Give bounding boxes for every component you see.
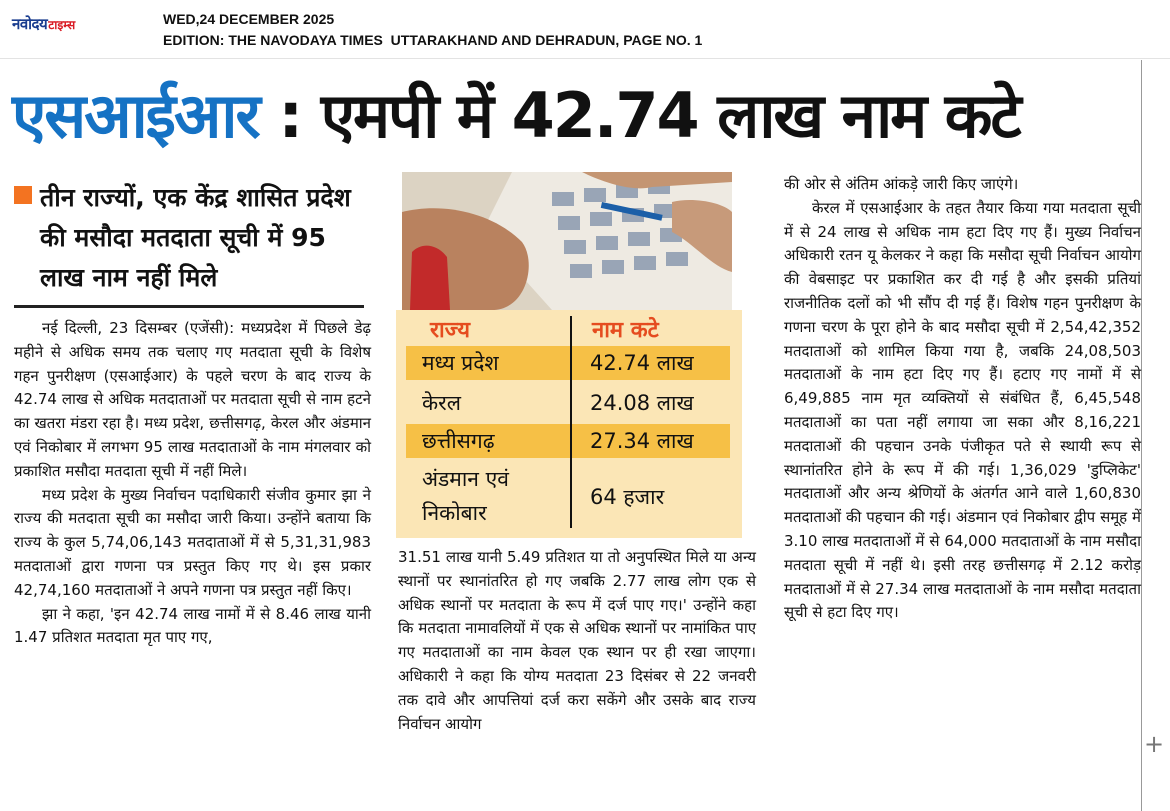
plus-icon[interactable]: +	[1144, 730, 1165, 758]
subheadline-block	[14, 178, 364, 298]
table-row	[406, 424, 730, 458]
table-cell-state: मध्य प्रदेश	[422, 351, 499, 375]
article-column-2	[398, 546, 756, 736]
table-row	[406, 386, 730, 420]
logo-sub: टाइम्स	[48, 17, 76, 32]
paragraph: केरल में एसआईआर के तहत तैयार किया गया मतदाता सूची में से 24 लाख से अधिक नाम हटा दिए गए हैं। मुख्य निर्वाचन अधिकारी रतन यू केलकर ने कहा कि मसौदा सूची निर्वाचन आयोग की वेबसाइट पर प्रकाशित कर दी गई है और इसकी प्रतियां राजनीतिक दलों को भी सौंप दी गई हैं। विशेष गहन पुनरीक्षण के गणना चरण के पूरा होने के बाद मसौदा सूची में 2,54,42,352 मतदाताओं को शामिल किया गया है, जबकि 24,08,503 मतदाताओं के नाम हटा दिए गए हैं। हटाए गए नामों में से 6,49,885 नाम मृत व्यक्तियों से संबंधित हैं, 6,45,548 मतदाताओं का पता नहीं लगाया जा सका और 8,16,221 मतदाताओं की पहचान उनके पंजीकृत पते से स्थायी रूप से स्थानांतरित होने के रूप में की गई। 1,36,029 'डुप्लिकेट' मतदाताओं और अन्य श्रेणियों के अंतर्गत आने वाले 1,60,830 मतदाताओं की पहचान की गई। अंडमान एवं निकोबार द्वीप समूह में 3.10 लाख मतदाताओं में से 64,000 मतदाताओं के नाम मसौदा मतदाता सूची में नहीं थे। इसी तरह छत्तीसगढ़ में 2.12 करोड़ मतदाताओं में से 27.34 लाख मतदाताओं के नाम मसौदा मतदाता सूची से हटा दिए गए।	[784, 198, 1141, 622]
table-header-count: नाम कटे	[592, 318, 659, 343]
table-cell-count: 24.08 लाख	[590, 391, 694, 415]
headline-rest: : एमपी में 42.74 लाख नाम कटे	[258, 79, 1020, 152]
table-column-divider	[570, 316, 572, 528]
logo-main: नवोदय	[12, 15, 48, 33]
article-column-3	[784, 173, 1141, 625]
deletion-table	[396, 310, 742, 538]
edition-meta	[163, 9, 702, 51]
page-edge-line	[1141, 60, 1142, 811]
newspaper-logo[interactable]	[12, 12, 140, 36]
headline	[12, 78, 1020, 154]
edition-line: EDITION: THE NAVODAYA TIMES UTTARAKHAND AND DEHRADUN, PAGE NO. 1	[163, 32, 703, 48]
table-cell-state: अंडमान एवं	[422, 467, 509, 491]
paragraph: नई दिल्ली, 23 दिसम्बर (एजेंसी): मध्यप्रदेश में पिछले डेढ़ महीने से अधिक समय तक चलाए गए मतदाता सूची के विशेष गहन पुनरीक्षण (एसआईआर) के पहले चरण के बाद राज्य के 42.74 लाख से अधिक मतदाताओं पर मतदाता सूची से नाम हटने का खतरा मंडरा रहा है। मध्य प्रदेश, छत्तीसगढ़, केरल और अंडमान एवं निकोबार में लगभग 95 लाख मतदाताओं के नाम मंगलवार को प्रकाशित मसौदा मतदाता सूची में नहीं मिले।	[14, 319, 371, 480]
paragraph: 31.51 लाख यानी 5.49 प्रतिशत या तो अनुपस्थित मिले या अन्य स्थानों पर स्थानांतरित हो गए जबकि 2.77 लाख लोग एक से अधिक स्थानों पर मतदाता के रूप में दर्ज पाए गए।' उन्होंने कहा कि मतदाता नामावलियों में एक से अधिक स्थानों पर नामांकित पाए गए मतदाताओं का नाम केवल एक स्थान पर ही रखा जाएगा। अधिकारी ने कहा कि योग्य मतदाता 23 दिसंबर से 22 जनवरी तक दावे और आपत्तियां दर्ज करा सकेंगे और उसके बाद राज्य निर्वाचन आयोग	[398, 548, 756, 733]
photo-illustration	[402, 172, 732, 310]
date-line: WED,24 DECEMBER 2025	[163, 11, 335, 27]
masthead	[0, 0, 1170, 58]
bullet-square-icon	[14, 186, 32, 204]
table-cell-count: 27.34 लाख	[590, 429, 694, 453]
table-row	[406, 462, 730, 534]
table-row	[406, 346, 730, 380]
table-cell-state: छत्तीसगढ़	[422, 429, 495, 453]
paragraph: मध्य प्रदेश के मुख्य निर्वाचन पदाधिकारी संजीव कुमार झा ने राज्य की मतदाता सूची का मसौदा जारी किया। उन्होंने बताया कि राज्य के कुल 5,74,06,143 मतदाताओं में से 5,31,31,983 मतदाताओं द्वारा गणना पत्र प्रस्तुत किए गए थे। इस प्रकार 42,74,160 मतदाताओं ने अपने गणना पत्र प्रस्तुत नहीं किए।	[14, 485, 371, 599]
subheadline-rule	[14, 305, 364, 308]
voter-list-photo	[402, 172, 732, 310]
masthead-divider	[0, 58, 1170, 59]
table-header-state: राज्य	[430, 318, 471, 343]
table-cell-count: 42.74 लाख	[590, 351, 694, 375]
newspaper-clipping	[0, 60, 1160, 811]
headline-keyword: एसआईआर	[12, 79, 259, 152]
subheadline: तीन राज्यों, एक केंद्र शासित प्रदेश की मसौदा मतदाता सूची में 95 लाख नाम नहीं मिले	[40, 183, 351, 292]
paragraph: की ओर से अंतिम आंकड़े जारी किए जाएंगे।	[784, 175, 1019, 193]
article-column-1	[14, 317, 371, 650]
paragraph: झा ने कहा, 'इन 42.74 लाख नामों में से 8.46 लाख यानी 1.47 प्रतिशत मतदाता मृत पाए गए,	[14, 604, 371, 647]
table-cell-count: 64 हजार	[590, 485, 665, 509]
table-cell-state: निकोबार	[422, 501, 487, 525]
table-cell-state: केरल	[422, 391, 461, 415]
